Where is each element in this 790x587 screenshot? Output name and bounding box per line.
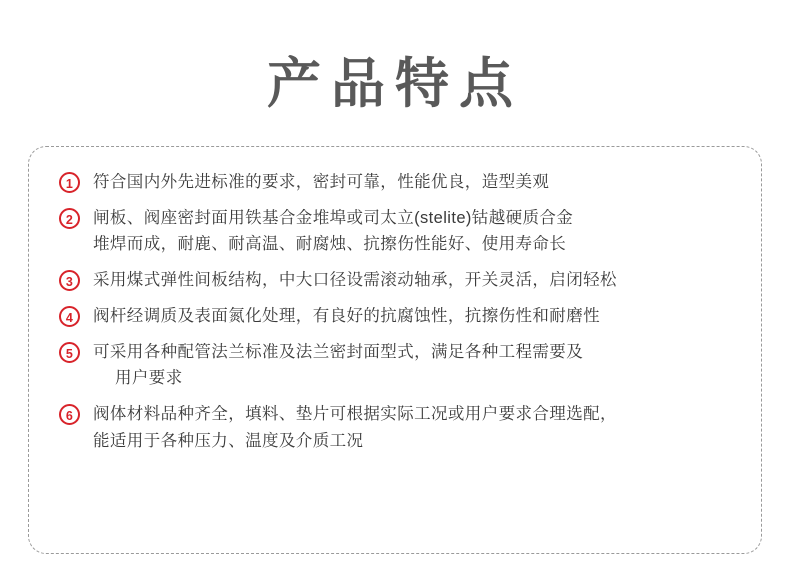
item-number-badge: 4 (59, 306, 80, 327)
list-item (55, 205, 735, 258)
feature-text (93, 169, 735, 196)
feature-text (93, 205, 735, 258)
feature-line-1: 符合国内外先进标准的要求，密封可靠，性能优良，造型美观 (93, 173, 550, 191)
features-panel (28, 146, 762, 554)
list-item (55, 401, 735, 454)
feature-list (55, 169, 735, 454)
feature-line-1: 阀体材料品种齐全，填料、垫片可根据实际工况或用户要求合理选配， (93, 405, 617, 424)
feature-line-1: 可采用各种配管法兰标准及法兰密封面型式，满足各种工程需要及 (93, 342, 584, 361)
item-number-badge: 1 (59, 172, 80, 193)
feature-text (93, 339, 735, 392)
list-item (55, 339, 735, 392)
item-number-badge: 6 (59, 404, 80, 425)
feature-line-2: 堆焊而成，耐鹿、耐高温、耐腐烛、抗擦伤性能好、使用寿命长 (93, 235, 567, 254)
feature-text (93, 303, 735, 330)
feature-line-2: 用户要求 (115, 369, 183, 388)
list-item (55, 267, 735, 294)
list-item (55, 169, 735, 196)
feature-text (93, 267, 735, 294)
feature-line-1: 闸板、阀座密封面用铁基合金堆埠或司太立(stelite)钴越硬质合金 (93, 208, 574, 227)
item-number-badge: 3 (59, 270, 80, 291)
feature-line-1: 阀杆经调质及表面氮化处理，有良好的抗腐蚀性，抗擦伤性和耐磨性 (93, 306, 600, 325)
feature-line-2: 能适用于各种压力、温度及介质工况 (93, 431, 364, 450)
feature-text (93, 401, 735, 454)
page-title: 产品特点 (267, 54, 523, 114)
feature-line-1: 采用煤式弹性间板结构，中大口径设需滚动轴承，开关灵活，启闭轻松 (93, 271, 617, 290)
item-number-badge: 5 (59, 342, 80, 363)
item-number-badge: 2 (59, 208, 80, 229)
list-item (55, 303, 735, 330)
